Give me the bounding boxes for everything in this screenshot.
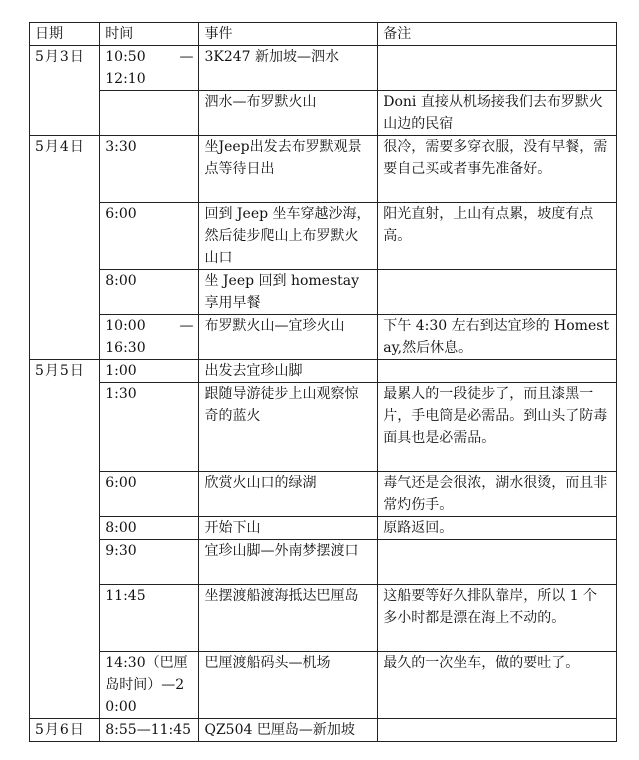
header-time: 时间 bbox=[100, 23, 199, 46]
table-row bbox=[30, 360, 617, 383]
note-cell bbox=[378, 360, 617, 383]
event-cell: 欣赏火山口的绿湖 bbox=[199, 472, 378, 517]
event-cell: QZ504 巴厘岛—新加坡 bbox=[199, 719, 378, 742]
table-row bbox=[30, 91, 617, 136]
table-header-row bbox=[30, 23, 617, 46]
date-cell: 5月3日 bbox=[30, 46, 100, 136]
time-end: 16:30 bbox=[105, 340, 146, 356]
table-row bbox=[30, 540, 617, 585]
note-cell: 原路返回。 bbox=[378, 517, 617, 540]
event-cell: 跟随导游徒步上山观察惊奇的蓝火 bbox=[199, 383, 378, 472]
note-cell: 最累人的一段徒步了，而且漆黑一片，手电筒是必需品。到山头了防毒面具也是必需品。 bbox=[378, 383, 617, 472]
time-cell: 1:00 bbox=[100, 360, 199, 383]
table-row bbox=[30, 585, 617, 652]
header-note: 备注 bbox=[378, 23, 617, 46]
note-cell bbox=[378, 719, 617, 742]
table-row bbox=[30, 136, 617, 203]
event-cell: 坐摆渡船渡海抵达巴厘岛 bbox=[199, 585, 378, 652]
time-dash: — bbox=[179, 318, 194, 334]
time-cell: 11:45 bbox=[100, 585, 199, 652]
note-cell bbox=[378, 46, 617, 91]
table-row bbox=[30, 46, 617, 91]
time-start: 10:50 bbox=[105, 49, 146, 65]
note-cell: 阳光直射，上山有点累，坡度有点高。 bbox=[378, 203, 617, 270]
time-cell: 8:00 bbox=[100, 270, 199, 315]
table-row bbox=[30, 383, 617, 472]
itinerary-table bbox=[29, 22, 617, 742]
date-cell: 5月5日 bbox=[30, 360, 100, 719]
time-start: 10:00 bbox=[105, 318, 146, 334]
time-cell: 9:30 bbox=[100, 540, 199, 585]
event-cell: 巴厘渡船码头—机场 bbox=[199, 652, 378, 719]
event-cell: 开始下山 bbox=[199, 517, 378, 540]
header-date: 日期 bbox=[30, 23, 100, 46]
event-cell: 坐 Jeep 回到 homestay 享用早餐 bbox=[199, 270, 378, 315]
date-cell: 5月4日 bbox=[30, 136, 100, 360]
note-cell: 这船要等好久排队靠岸，所以 1 个多小时都是漂在海上不动的。 bbox=[378, 585, 617, 652]
event-cell: 出发去宜珍山脚 bbox=[199, 360, 378, 383]
note-cell: 毒气还是会很浓，湖水很烫，而且非常灼伤手。 bbox=[378, 472, 617, 517]
note-cell: 很冷，需要多穿衣服，没有早餐，需要自己买或者事先准备好。 bbox=[378, 136, 617, 203]
time-cell: 1:30 bbox=[100, 383, 199, 472]
time-cell bbox=[100, 315, 199, 360]
time-end: 12:10 bbox=[105, 71, 146, 87]
time-cell: 6:00 bbox=[100, 203, 199, 270]
date-cell: 5月6日 bbox=[30, 719, 100, 742]
time-cell: 3:30 bbox=[100, 136, 199, 203]
table-row bbox=[30, 517, 617, 540]
note-cell bbox=[378, 270, 617, 315]
note-cell: 最久的一次坐车，做的要吐了。 bbox=[378, 652, 617, 719]
header-event: 事件 bbox=[199, 23, 378, 46]
note-cell: Doni 直接从机场接我们去布罗默火山边的民宿 bbox=[378, 91, 617, 136]
time-cell: 14:30（巴厘岛时间）—20:00 bbox=[100, 652, 199, 719]
time-cell bbox=[100, 46, 199, 91]
event-cell: 回到 Jeep 坐车穿越沙海，然后徒步爬山上布罗默火山口 bbox=[199, 203, 378, 270]
time-cell bbox=[100, 91, 199, 136]
table-row bbox=[30, 719, 617, 742]
note-cell: 下午 4:30 左右到达宜珍的 Homestay,然后休息。 bbox=[378, 315, 617, 360]
note-cell bbox=[378, 540, 617, 585]
time-cell: 6:00 bbox=[100, 472, 199, 517]
event-cell: 坐Jeep出发去布罗默观景点等待日出 bbox=[199, 136, 378, 203]
table-row bbox=[30, 652, 617, 719]
event-cell: 泗水—布罗默火山 bbox=[199, 91, 378, 136]
event-cell: 3K247 新加坡—泗水 bbox=[199, 46, 378, 91]
event-cell: 布罗默火山—宜珍火山 bbox=[199, 315, 378, 360]
time-dash: — bbox=[179, 49, 194, 65]
event-cell: 宜珍山脚—外南梦摆渡口 bbox=[199, 540, 378, 585]
table-row bbox=[30, 472, 617, 517]
table-row bbox=[30, 270, 617, 315]
time-cell: 8:55—11:45 bbox=[100, 719, 199, 742]
time-cell: 8:00 bbox=[100, 517, 199, 540]
table-row bbox=[30, 315, 617, 360]
table-row bbox=[30, 203, 617, 270]
